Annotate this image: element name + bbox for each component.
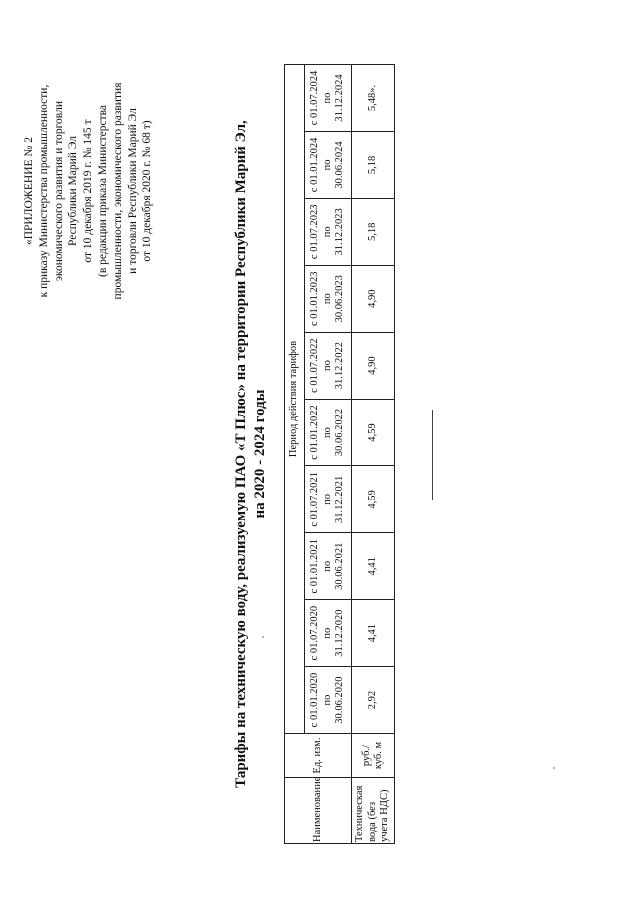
period-header: с 01.01.2023 по 30.06.2023 <box>305 265 352 332</box>
tariff-value: 5,18 <box>352 131 395 198</box>
period-header: с 01.07.2023 по 31.12.2023 <box>305 198 352 265</box>
appendix-line: от 10 декабря 2019 г. № 145 т <box>82 119 95 263</box>
tariff-value: 4,59 <box>352 466 395 533</box>
tariff-value: 2,92 <box>352 667 395 734</box>
period-header: с 01.01.2021 по 30.06.2021 <box>305 533 352 600</box>
table-header-row <box>285 65 305 844</box>
tariff-value: 4,90 <box>352 332 395 399</box>
period-header: с 01.01.2022 по 30.06.2022 <box>305 399 352 466</box>
appendix-line: и торговли Республики Марий Эл <box>126 108 139 274</box>
horizontal-rule <box>432 410 433 500</box>
period-header: с 01.01.2020 по 30.06.2020 <box>305 667 352 734</box>
appendix-line: экономического развития и торговли <box>52 101 65 281</box>
scan-speck <box>262 636 264 638</box>
tariff-value: 4,41 <box>352 533 395 600</box>
period-header: с 01.01.2024 по 30.06.2024 <box>305 131 352 198</box>
period-group-header: Период действия тарифов <box>285 65 305 734</box>
appendix-line: промышленности, экономического развития <box>111 82 124 300</box>
tariff-value: 5,48». <box>352 65 395 132</box>
document-title <box>232 64 270 844</box>
col-unit-header: Ед. изм. <box>285 734 352 778</box>
period-header: с 01.07.2021 по 31.12.2021 <box>305 466 352 533</box>
appendix-line: от 10 декабря 2020 г. № 68 т) <box>141 120 154 262</box>
appendix-line: «ПРИЛОЖЕНИЕ № 2 <box>23 137 35 246</box>
table-row <box>352 65 395 844</box>
tariff-value: 4,90 <box>352 265 395 332</box>
tariff-value: 5,18 <box>352 198 395 265</box>
appendix-line: Республики Марий Эл <box>67 136 80 247</box>
tariff-value: 4,41 <box>352 600 395 667</box>
col-name-header: Наименование <box>285 778 352 844</box>
scan-speck <box>553 767 555 769</box>
appendix-line: (в редакции приказа Министерства <box>96 105 109 278</box>
tariff-value: 4,59 <box>352 399 395 466</box>
appendix-line: к приказу Министерства промышленности, <box>37 84 50 298</box>
row-unit: руб./ куб. м <box>352 734 395 778</box>
title-line-1: Тарифы на техническую воду, реализуемую ПАО «Т Плюс» на территории Республики Марий Эл, <box>233 120 249 788</box>
appendix-header <box>22 46 155 336</box>
period-header: с 01.07.2020 по 31.12.2020 <box>305 600 352 667</box>
tariff-table <box>284 64 395 844</box>
title-line-2: на 2020 - 2024 годы <box>252 389 268 519</box>
period-header-row <box>305 65 352 844</box>
row-name: Техническая вода (без учета НДС) <box>352 778 395 844</box>
period-header: с 01.07.2022 по 31.12.2022 <box>305 332 352 399</box>
period-header: с 01.07.2024 по 31.12.2024 <box>305 65 352 132</box>
